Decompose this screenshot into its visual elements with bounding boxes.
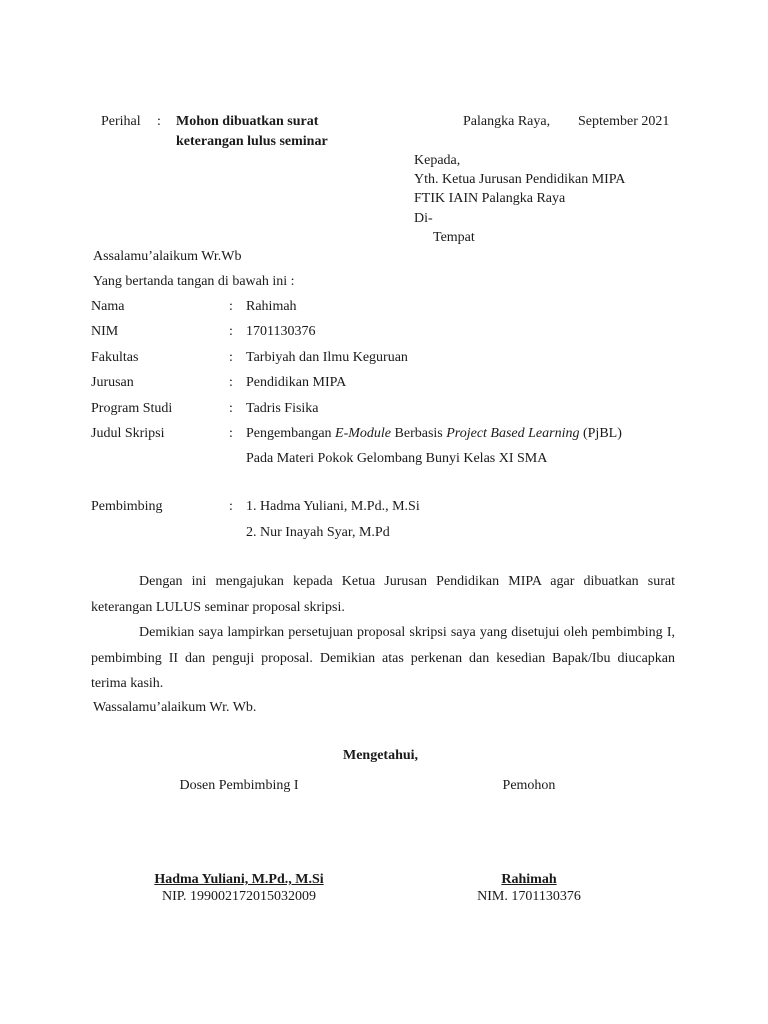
thesis-title-line-2: Pada Materi Pokok Gelombang Bunyi Kelas XI SMA <box>246 451 548 466</box>
right-signer-nim: NIM. 1701130376 <box>477 889 581 904</box>
field-label: Fakultas <box>91 350 139 365</box>
thesis-title-line-1 <box>246 425 622 443</box>
paragraph-request: Dengan ini mengajukan kepada Ketua Jurusan Pendidikan MIPA agar dibuatkan surat keterangan LULUS seminar proposal skripsi. <box>91 574 675 615</box>
field-label: Program Studi <box>91 401 173 416</box>
intro-text: Yang bertanda tangan di bawah ini : <box>93 274 295 289</box>
left-signer-name: Hadma Yuliani, M.Pd., M.Si <box>154 872 324 887</box>
paragraph-closing-remarks: Demikian saya lampirkan persetujuan proposal skripsi saya yang disetujui oleh pembimbing I, pembimbing II dan penguji proposal. Demikian atas perkenan dan kesedian Bapak/Ibu diucapkan terima kasih. <box>91 625 675 691</box>
field-value: Pendidikan MIPA <box>246 375 347 390</box>
thesis-title-italic: E-Module <box>335 426 392 441</box>
recipient-line-2: FTIK IAIN Palangka Raya <box>414 191 566 206</box>
thesis-title-part: (PjBL) <box>579 426 622 441</box>
field-colon: : <box>229 426 233 441</box>
field-label: Jurusan <box>91 375 134 390</box>
perihal-label: Perihal <box>101 114 141 129</box>
thesis-title-part: Pengembangan <box>246 426 336 441</box>
body-text <box>91 569 675 697</box>
field-colon: : <box>229 350 233 365</box>
field-value: 1701130376 <box>246 324 316 339</box>
letter-place: Palangka Raya, <box>463 114 551 129</box>
perihal-colon: : <box>157 114 161 129</box>
field-colon: : <box>229 401 233 416</box>
field-value: Rahimah <box>246 299 297 314</box>
mengetahui-label: Mengetahui, <box>343 748 419 763</box>
supervisor-1: 1. Hadma Yuliani, M.Pd., M.Si <box>246 499 420 514</box>
field-label: Pembimbing <box>91 499 163 514</box>
recipient-kepada: Kepada, <box>414 153 461 168</box>
thesis-title-italic: Project Based Learning <box>446 426 580 441</box>
field-value: Tarbiyah dan Ilmu Keguruan <box>246 350 408 365</box>
field-colon: : <box>229 499 233 514</box>
left-signer-role: Dosen Pembimbing I <box>179 778 299 793</box>
subject-line-1: Mohon dibuatkan surat <box>176 114 319 129</box>
subject-line-2: keterangan lulus seminar <box>176 134 328 149</box>
right-signer-role: Pemohon <box>502 778 556 793</box>
letter-date: September 2021 <box>578 114 670 129</box>
field-label: NIM <box>91 324 119 339</box>
recipient-line-1: Yth. Ketua Jurusan Pendidikan MIPA <box>414 172 626 187</box>
field-colon: : <box>229 324 233 339</box>
supervisor-2: 2. Nur Inayah Syar, M.Pd <box>246 525 390 540</box>
field-label: Nama <box>91 299 125 314</box>
closing-salutation: Wassalamu’alaikum Wr. Wb. <box>93 700 257 715</box>
recipient-tempat: Tempat <box>433 230 475 245</box>
thesis-title-part: Berbasis <box>391 426 447 441</box>
field-colon: : <box>229 375 233 390</box>
recipient-di: Di- <box>414 211 433 226</box>
right-signer-name: Rahimah <box>501 872 557 887</box>
field-colon: : <box>229 299 233 314</box>
left-signer-nip: NIP. 199002172015032009 <box>161 889 316 904</box>
field-label: Judul Skripsi <box>91 426 165 441</box>
field-value: Tadris Fisika <box>246 401 319 416</box>
greeting: Assalamu’alaikum Wr.Wb <box>93 249 242 264</box>
